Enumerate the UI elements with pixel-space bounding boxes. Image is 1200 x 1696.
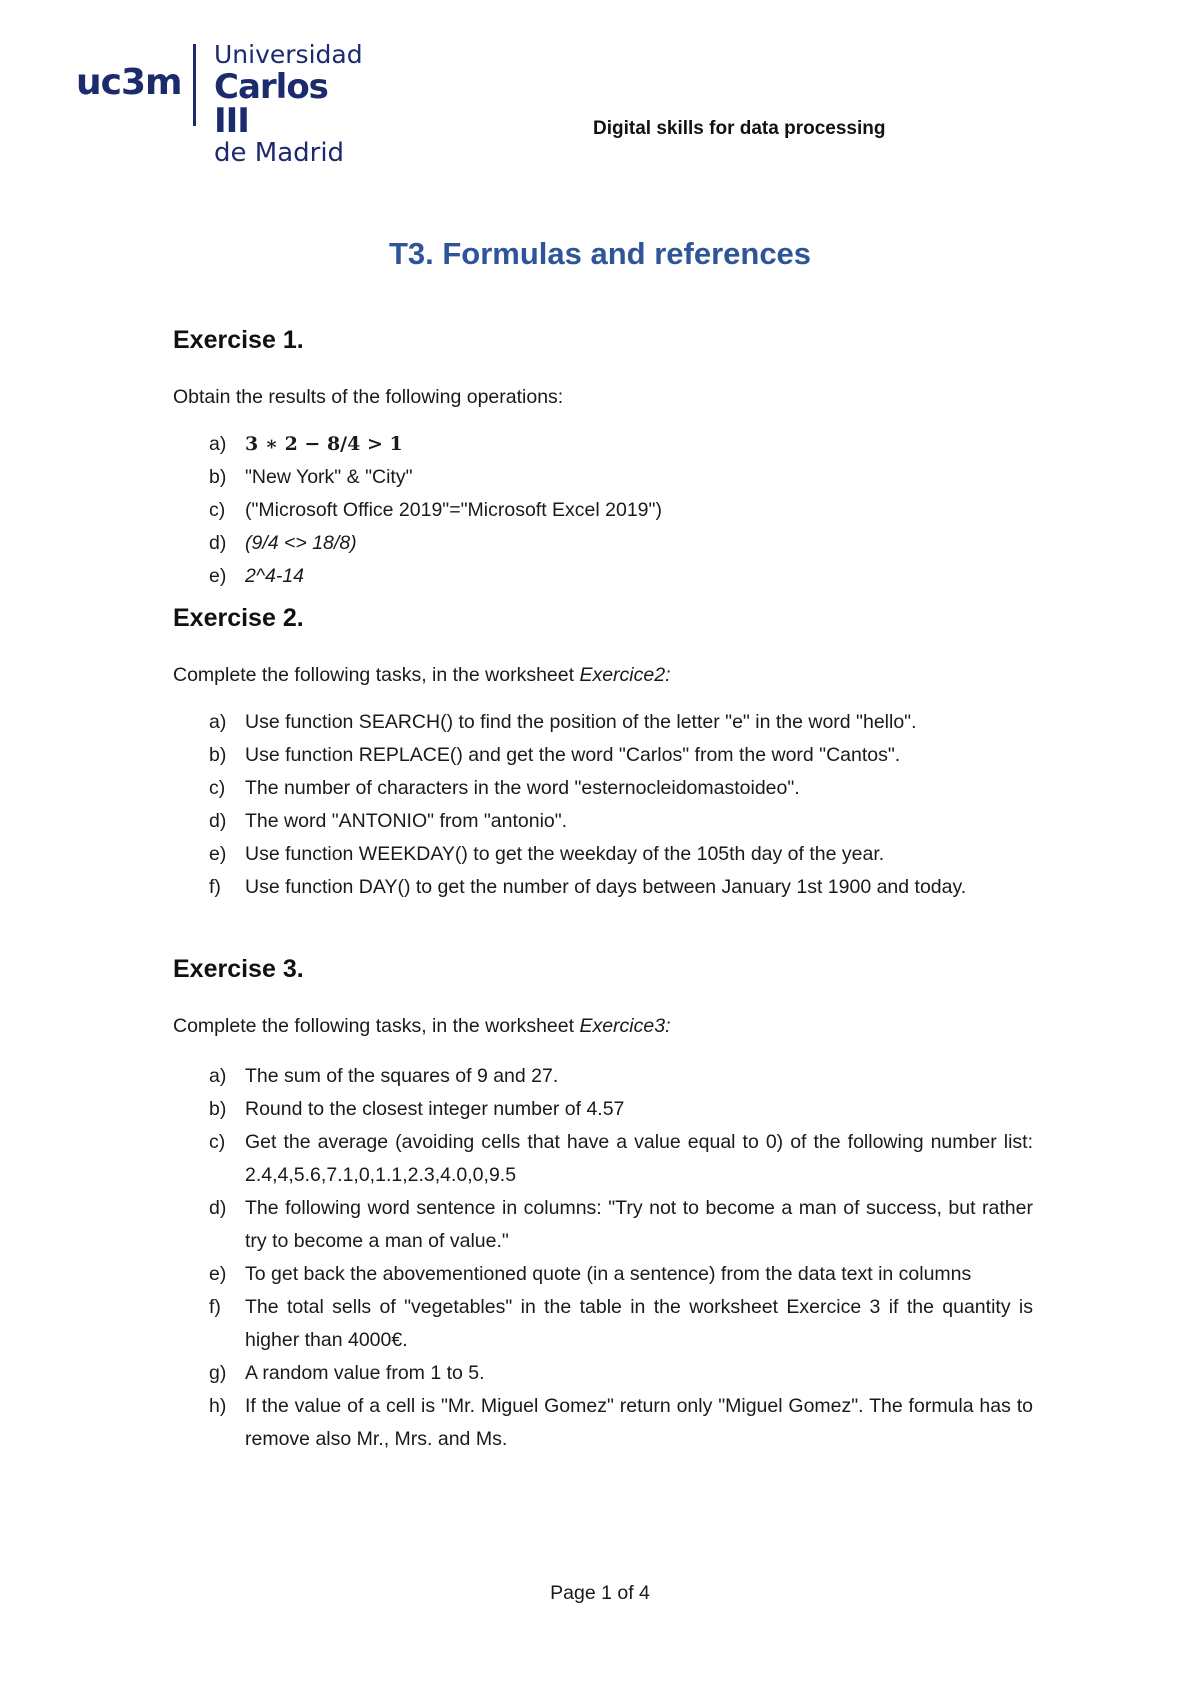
exercise-3-intro-block — [173, 1015, 1033, 1038]
list-item — [173, 1126, 1033, 1192]
item-label: g) — [209, 1362, 227, 1384]
list-item — [173, 805, 1033, 838]
exercise-3-heading: Exercise 3. — [173, 955, 304, 983]
list-item — [173, 838, 1033, 871]
list-item — [173, 1060, 1033, 1093]
item-label: b) — [209, 1098, 227, 1120]
item-label: b) — [209, 744, 227, 766]
item-label: a) — [209, 711, 227, 733]
list-item — [173, 527, 1033, 560]
exercise-2-heading: Exercise 2. — [173, 604, 304, 632]
item-text: Use function DAY() to get the number of days between January 1st 1900 and today. — [245, 876, 967, 898]
intro-text: Complete the following tasks, in the worksheet — [173, 664, 580, 686]
item-text: "New York" & "City" — [245, 466, 413, 488]
item-text: (9/4 <> 18/8) — [245, 532, 357, 554]
worksheet-name: Exercice3: — [579, 1015, 671, 1037]
item-label: b) — [209, 466, 227, 488]
item-label: c) — [209, 1131, 226, 1153]
worksheet-name: Exercice2: — [579, 664, 671, 686]
item-text: A random value from 1 to 5. — [245, 1362, 485, 1384]
item-text: If the value of a cell is "Mr. Miguel Gomez" return only "Miguel Gomez". The formula has to remove also Mr., Mrs. and Ms. — [245, 1395, 1033, 1450]
item-text: The word "ANTONIO" from "antonio". — [245, 810, 568, 832]
exercise-3-intro — [173, 1015, 1033, 1038]
item-text: Get the average (avoiding cells that have a value equal to 0) of the following number list: 2.4,4,5.6,7.1,0,1.1,2.3,4.0,0,9.5 — [245, 1131, 1033, 1186]
item-label: e) — [209, 1263, 227, 1285]
exercise-2-list-block — [173, 706, 1033, 904]
list-item — [173, 739, 1033, 772]
exercise-3-list — [173, 1060, 1033, 1456]
list-item — [173, 1093, 1033, 1126]
exercise-1-list — [173, 428, 1033, 593]
list-item — [173, 1192, 1033, 1258]
item-text: Round to the closest integer number of 4.57 — [245, 1098, 625, 1120]
item-text: 2^4-14 — [245, 565, 305, 587]
list-item — [173, 428, 1033, 461]
logo-divider — [193, 44, 196, 126]
item-text: To get back the abovementioned quote (in a sentence) from the data text in columns — [245, 1263, 972, 1285]
exercise-1-intro-block — [173, 386, 1033, 409]
item-label: a) — [209, 1065, 227, 1087]
list-item — [173, 1390, 1033, 1456]
item-label: f) — [209, 1296, 221, 1318]
list-item — [173, 461, 1033, 494]
exercise-1-intro: Obtain the results of the following operations: — [173, 386, 564, 408]
item-text: Use function SEARCH() to find the position of the letter "e" in the word "hello". — [245, 711, 917, 733]
item-label: e) — [209, 843, 227, 865]
logo-wordmark — [214, 40, 363, 168]
exercise-2-intro — [173, 664, 1033, 687]
list-item — [173, 494, 1033, 527]
item-text: The total sells of "vegetables" in the table in the worksheet Exercice 3 if the quantity is higher than 4000€. — [245, 1296, 1033, 1351]
item-label: a) — [209, 433, 227, 455]
list-item — [173, 1357, 1033, 1390]
item-text: The number of characters in the word "esternocleidomastoideo". — [245, 777, 800, 799]
page-number: Page 1 of 4 — [550, 1582, 650, 1604]
logo-line-1: Universidad — [214, 40, 363, 69]
item-text: Use function WEEKDAY() to get the weekday of the 105th day of the year. — [245, 843, 885, 865]
list-item — [173, 560, 1033, 593]
item-label: e) — [209, 565, 227, 587]
list-item — [173, 871, 1033, 904]
intro-text: Complete the following tasks, in the worksheet — [173, 1015, 580, 1037]
item-label: d) — [209, 810, 227, 832]
item-label: h) — [209, 1395, 227, 1417]
item-text: 3 ∗ 2 − 8/4 > 1 — [245, 433, 403, 455]
exercise-3-list-block — [173, 1060, 1033, 1456]
page-title: T3. Formulas and references — [388, 236, 812, 271]
item-label: c) — [209, 499, 226, 521]
item-label: f) — [209, 876, 221, 898]
list-item — [173, 706, 1033, 739]
exercise-2-section — [173, 604, 1033, 633]
exercise-2-list — [173, 706, 1033, 904]
item-text: Use function REPLACE() and get the word "Carlos" from the word "Cantos". — [245, 744, 901, 766]
exercise-2-intro-block — [173, 664, 1033, 687]
item-label: c) — [209, 777, 226, 799]
exercise-1-heading: Exercise 1. — [173, 326, 304, 354]
logo-mark: uc3m — [76, 62, 182, 103]
course-subject: Digital skills for data processing — [593, 118, 886, 139]
item-text: The following word sentence in columns: "Try not to become a man of success, but rather try to become a man of value." — [245, 1197, 1033, 1252]
exercise-3-section — [173, 955, 1033, 984]
list-item — [173, 1258, 1033, 1291]
list-item — [173, 1291, 1033, 1357]
exercise-1-section — [173, 326, 1033, 355]
logo-line-3: de Madrid — [214, 138, 345, 168]
item-text: The sum of the squares of 9 and 27. — [245, 1065, 559, 1087]
item-label: d) — [209, 532, 227, 554]
exercise-1-list-block — [173, 428, 1033, 593]
item-text: ("Microsoft Office 2019"="Microsoft Excel 2019") — [245, 499, 662, 521]
item-label: d) — [209, 1197, 227, 1219]
list-item — [173, 772, 1033, 805]
logo-line-2: Carlos III — [214, 67, 328, 141]
